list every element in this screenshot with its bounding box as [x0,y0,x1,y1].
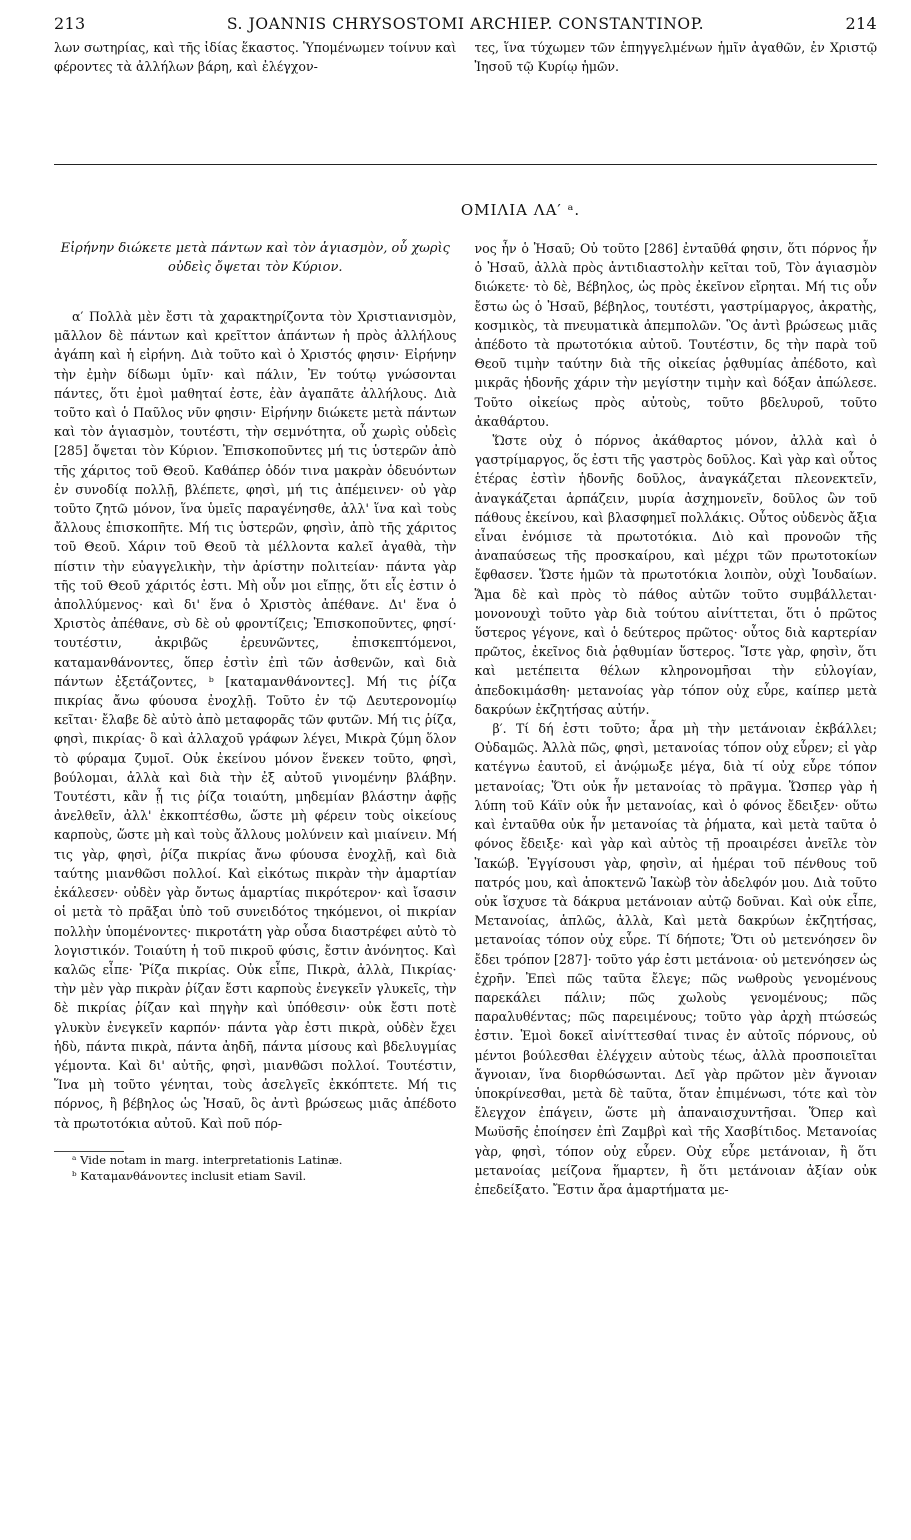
top-right-text: τες, ἵνα τύχωμεν τῶν ἐπηγγελμένων ἡμῖν ἀγαθῶν, ἐν Χριστῷ Ἰησοῦ τῷ Κυρίῳ ἡμῶν. [474,40,877,75]
page-number-left: 213 [54,14,86,33]
right-column [475,239,878,1479]
paragraph: α′ Πολλὰ μὲν ἔστι τὰ χαρακτηρίζοντα τὸν Χριστιανισμὸν, μᾶλλον δὲ πάντων καὶ κρεῖττον ἁπάντων ἡ πρὸς ἀλλήλους ἀγάπη καὶ ἡ εἰρήνη. Διὰ τοῦτο καὶ ὁ Χριστός φησιν· Εἰρήνην τὴν ἐμὴν δίδωμι ὑμῖν· καὶ πάλιν, Ἐν τούτῳ γνώσονται πάντες, ὅτι ἐμοὶ μαθηταί ἐστε, ἐὰν ἀγαπᾶτε ἀλλήλους. Διὰ τοῦτο καὶ ὁ Παῦλος νῦν φησιν· Εἰρήνην διώκετε μετὰ πάντων καὶ τὸν ἁγιασμὸν, τουτέστι, τὴν σεμνότητα, οὗ χωρὶς οὐδεὶς [285] ὄψεται τὸν Κύριον. Ἐπισκοποῦντες μή τις ὑστερῶν ἀπὸ τῆς χάριτος τοῦ Θεοῦ. Καθάπερ ὁδόν τινα μακρὰν ὁδευόντων ἐν συνοδίᾳ πολλῇ, βλέπετε, φησὶ, μή τις ἀπέμεινεν· οὐ γὰρ τοῦτο ζητῶ μόνον, ἵνα ὑμεῖς παραγένησθε, ἀλλ' ἵνα καὶ τοὺς ἄλλους ἐπισκοπῆτε. Μή τις ὑστερῶν, φησὶν, ἀπὸ τῆς χάριτος τοῦ Θεοῦ. Χάριν τοῦ Θεοῦ τὰ μέλλοντα καλεῖ ἀγαθὰ, τὴν πίστιν τὴν εὐαγγελικὴν, τὴν ἀρίστην πολιτείαν· πάντα γὰρ τῆς τοῦ Θεοῦ χάριτός ἐστι. Μὴ οὖν μοι εἴπῃς, ὅτι εἷς ἐστιν ὁ ἀπολλύμενος· καὶ δι' ἕνα ὁ Χριστὸς ἀπέθανε. Δι' ἕνα ὁ Χριστὸς ἀπέθανε, σὺ δὲ οὐ φροντίζεις; Ἐπισκοποῦντες, φησί· τουτέστιν, ἀκριβῶς ἐρευνῶντες, ἐπισκεπτόμενοι, καταμανθάνοντες, ὅπερ ἐστὶν ἐπὶ τῶν ἀσθενῶν, καὶ διὰ πάντων ἐξετάζοντες, ᵇ [καταμανθάνοντες]. Μή τις ῥίζα πικρίας ἄνω φύουσα ἐνοχλῇ. Τοῦτο ἐν τῷ Δευτερονομίῳ κεῖται· ἔλαβε δὲ αὐτὸ ἀπὸ μεταφορᾶς τῶν φυτῶν. Μή τις ῥίζα, φησὶ, πικρίας· ὃ καὶ ἀλλαχοῦ γράφων λέγει, Μικρὰ ζύμη ὅλον τὸ φύραμα ζυμοῖ. Οὐκ ἐκείνου μόνον ἕνεκεν τοῦτο, φησὶ, βούλομαι, ἀλλὰ καὶ διὰ τὴν ἐξ αὐτοῦ γινομένην βλάβην. Τουτέστι, κἂν ᾖ τις ῥίζα τοιαύτη, μηδεμίαν βλάστην ἀφῇς ἀνελθεῖν, ἀλλ' ἐκκοπτέσθω, ὥστε μὴ φέρειν τοὺς οἰκείους καρποὺς, ὥστε μὴ καὶ τοὺς ἄλλους μολύνειν καὶ μιαίνειν. Μή τις γὰρ, φησὶ, ῥίζα πικρίας ἄνω φύουσα ἐνοχλῇ, καὶ διὰ ταύτης μιανθῶσι πολλοί. Καὶ εἰκότως πικρὰν τὴν ἁμαρτίαν ἐκάλεσεν· οὐδὲν γὰρ ὄντως ἁμαρτίας πικρότερον· καὶ ἴσασιν οἱ μετὰ τὸ πρᾶξαι ὑπὸ τοῦ συνειδότος τηκόμενοι, οἱ πικρίαν πολλὴν ὑπομένοντες· πικροτάτη γὰρ οὖσα διαστρέφει αὐτὸ τὸ λογιστικόν. Τοιαύτη ἡ τοῦ πικροῦ φύσις, ἔστιν ἀνόνητος. Καὶ καλῶς εἶπε· Ῥίζα πικρίας. Οὐκ εἶπε, Πικρὰ, ἀλλὰ, Πικρίας· τὴν μὲν γὰρ πικρὰν ῥίζαν ἔστι καρποὺς ἐνεγκεῖν γλυκεῖς, τὴν δὲ πικρίας ῥίζαν καὶ πηγὴν καὶ ὑπόθεσιν· οὐκ ἔστι ποτὲ γλυκὺν ἐνεγκεῖν καρπόν· πάντα γὰρ ἐστι πικρὰ, οὐδὲν ἔχει ἡδὺ, πάντα πικρὰ, πάντα ἀηδῆ, πάντα μίσους καὶ βδελυγμίας γέμοντα. Καὶ δι' αὐτῆς, φησὶ, μιανθῶσι πολλοί. Τουτέστιν, Ἵνα μὴ τοῦτο γένηται, τοὺς ἀσελγεῖς ἐκκόπτετε. Μή τις πόρνος, ἢ βέβηλος ὡς Ἠσαῦ, ὃς ἀντὶ βρώσεως μιᾶς ἀπέδοτο τὰ πρωτοτόκια αὐτοῦ. Καὶ ποῦ πόρ- [54,309,457,1131]
top-right-column [475,38,878,116]
page-number-right: 214 [845,14,877,33]
footnote: ᵃ Vide notam in marg. interpretationis Latinæ. [72,1152,343,1167]
running-head [54,14,877,38]
running-title: S. JOANNIS CHRYSOSTOMI ARCHIEP. CONSTANTINOP. [226,15,705,33]
paragraph: νος ἦν ὁ Ἠσαῦ; Οὐ τοῦτο [286] ἐνταῦθά φησιν, ὅτι πόρνος ἦν ὁ Ἠσαῦ, ἀλλὰ πρὸς ἀντιδιαστολὴν κεῖται τοῦ, Τὸν ἁγιασμὸν διώκετε· τὸ δὲ, Βέβηλος, ὡς πρὸς ἐκεῖνον εἴρηται. Μή τις οὖν ἔστω ὡς ὁ Ἠσαῦ, βέβηλος, τουτέστι, γαστρίμαργος, ἀκρατὴς, κοσμικὸς, τὰ πνευματικὰ ἀπεμπολῶν. Ὃς ἀντὶ βρώσεως μιᾶς ἀπέδοτο τὰ πρωτοτόκια αὐτοῦ. Τουτέστιν, δς τὴν παρὰ τοῦ Θεοῦ τιμὴν ταύτην διὰ τῆς οἰκείας ῥᾳθυμίας ἀπέδοτο, καὶ μικρᾶς ἡδονῆς χάριν τὴν μεγίστην τιμὴν καὶ δόξαν ἀπώλεσε. Τοῦτο οἰκείως πρὸς αὐτοὺς, τοῦτο βδελυροῦ, τοῦτο ἀκαθάρτου. [474,241,877,429]
section-divider [54,164,877,165]
paragraph: β′. Τί δή ἐστι τοῦτο; ἆρα μὴ τὴν μετάνοιαν ἐκβάλλει; Οὐδαμῶς. Ἀλλὰ πῶς, φησὶ, μετανοίας τόπον οὐχ εὗρεν; εἰ γὰρ κατέγνω ἑαυτοῦ, εἰ ἀνῴμωξε μέγα, διὰ τί οὐχ εὗρε τόπον μετανοίας; Ὅτι οὐκ ἦν μετανοίας τὸ πρᾶγμα. Ὥσπερ γὰρ ἡ λύπη τοῦ Κάϊν οὐκ ἦν μετανοίας, καὶ ὁ φόνος ἔδειξεν· οὕτω καὶ ἐνταῦθα οὐκ ἦν μετανοίας τὰ ῥήματα, καὶ μετὰ ταῦτα ὁ φόνος ἔδειξε· καὶ γὰρ καὶ αὐτὸς τῇ προαιρέσει ἀνεῖλε τὸν Ἰακώβ. Ἐγγίσουσι γὰρ, φησὶν, αἱ ἡμέραι τοῦ πένθους τοῦ πατρός μου, καὶ ἀποκτενῶ Ἰακὼβ τὸν ἀδελφόν μου. Διὰ τοῦτο οὐκ ἴσχυσε τὰ δάκρυα μετάνοιαν αὐτῷ δοῦναι. Καὶ οὐκ εἶπε, Μετανοίας, ἁπλῶς, ἀλλὰ, Καὶ μετὰ δακρύων ἐκζητήσας, μετανοίας τόπον οὐχ εὗρε. Τί δήποτε; Ὅτι οὐ μετενόησεν ὃν ἔδει τρόπον [287]· τοῦτο γάρ ἐστι μετάνοια· οὐ μετενόησεν ὡς ἐχρῆν. Ἐπεὶ πῶς ταῦτα ἔλεγε; πῶς νωθροὺς γενομένους παρεκάλει πάλιν; πῶς χωλοὺς γενομένους; πῶς παραλυθέντας; πῶς παρειμένους; τοῦτο γὰρ ἀρχὴ πτώσεώς ἐστιν. Ἐμοὶ δοκεῖ αἰνίττεσθαί τινας ἐν αὐτοῖς πόρνους, οὐ μέντοι βούλεσθαι ἐλέγχειν αὐτοὺς τέως, ἀλλὰ προσποιεῖται ἄγνοιαν, ἵνα διορθώσωνται. Δεῖ γὰρ πρῶτον μὲν ἄγνοιαν ὑποκρίνεσθαι, μετὰ δὲ ταῦτα, ὅταν ἐπιμένωσι, τότε καὶ τὸν ἔλεγχον ἐπάγειν, ὥστε μὴ ἀπαναισχυντῆσαι. Ὅπερ καὶ Μωϋσῆς ἐποίησεν ἐπὶ Ζαμβρὶ καὶ τῆς Χασβίτιδος. Μετανοίας γὰρ, φησὶ, τόπον οὐχ εὗρεν. Οὐχ εὗρε μετάνοιαν, ἢ ὅτι μετανοίας μείζονα ἥμαρτεν, ἢ ὅτι μετάνοιαν ἀξίαν οὐκ ἐπεδείξατο. Ἔστιν ἄρα ἁμαρτήματα με- [474,721,877,1197]
top-left-column [54,38,457,116]
homily-title [54,201,877,219]
top-left-text: λων σωτηρίας, καὶ τῆς ἰδίας ἕκαστος. Ὑπομένωμεν τοίνυν καὶ φέροντες τὰ ἀλλήλων βάρη, καὶ ἐλέγχον- [54,40,457,75]
paragraph: Ὥστε οὐχ ὁ πόρνος ἀκάθαρτος μόνον, ἀλλὰ καὶ ὁ γαστρίμαργος, ὅς ἐστι τῆς γαστρὸς δοῦλος. Καὶ γὰρ καὶ οὗτος ἑτέρας ἐστὶν ἡδονῆς δοῦλος, ἀναγκάζεται πλεονεκτεῖν, ἀναγκάζεται ἁρπάζειν, μυρία ἀσχημονεῖν, δοῦλος ὢν τοῦ πάθους ἐκείνου, καὶ βλασφημεῖ πολλάκις. Οὗτος οὐδενὸς ἄξια εἶναι ἐνόμισε τὰ πρωτοτόκια. Διὸ καὶ προνοῶν τῆς ἀναπαύσεως τῆς προσκαίρου, καὶ μέχρι τῶν πρωτοτοκίων ἔφθασεν. Ὥστε ἡμῶν τὰ πρωτοτόκια λοιπὸν, οὐχὶ Ἰουδαίων. Ἅμα δὲ καὶ πρὸς τὸ πάθος αὐτῶν τοῦτο συμβάλλεται· μονονουχὶ τοῦτο γὰρ διὰ τούτου αἰνίττεται, ὅτι ὁ πρῶτος ὕστερος γέγονε, καὶ ὁ δεύτερος πρῶτος· οὗτος διὰ καρτερίαν πρῶτος, ἐκεῖνος διὰ ῥᾳθυμίαν ὕστερος. Ἴστε γὰρ, φησὶν, ὅτι καὶ μετέπειτα θέλων κληρονομῆσαι τὴν εὐλογίαν, ἀπεδοκιμάσθη· μετανοίας γὰρ τόπον οὐχ εὗρε, καίπερ μετὰ δακρύων ἐκζητήσας αὐτήν. [474,433,877,717]
left-column [54,239,457,1479]
scripture-lemma: Εἰρήνην διώκετε μετὰ πάντων καὶ τὸν ἁγιασμὸν, οὗ χωρὶς οὐδεὶς ὄψεται τὸν Κύριον. [60,241,450,275]
footnote: ᵇ Καταμανθάνοντες inclusit etiam Savil. [72,1168,307,1183]
homily-title-text: ΟΜΙΛΙΑ ΛΑ′ ᵃ. [460,201,581,219]
main-columns [54,239,877,1479]
left-column-text [54,307,457,1133]
preceding-homily-end [54,38,877,116]
